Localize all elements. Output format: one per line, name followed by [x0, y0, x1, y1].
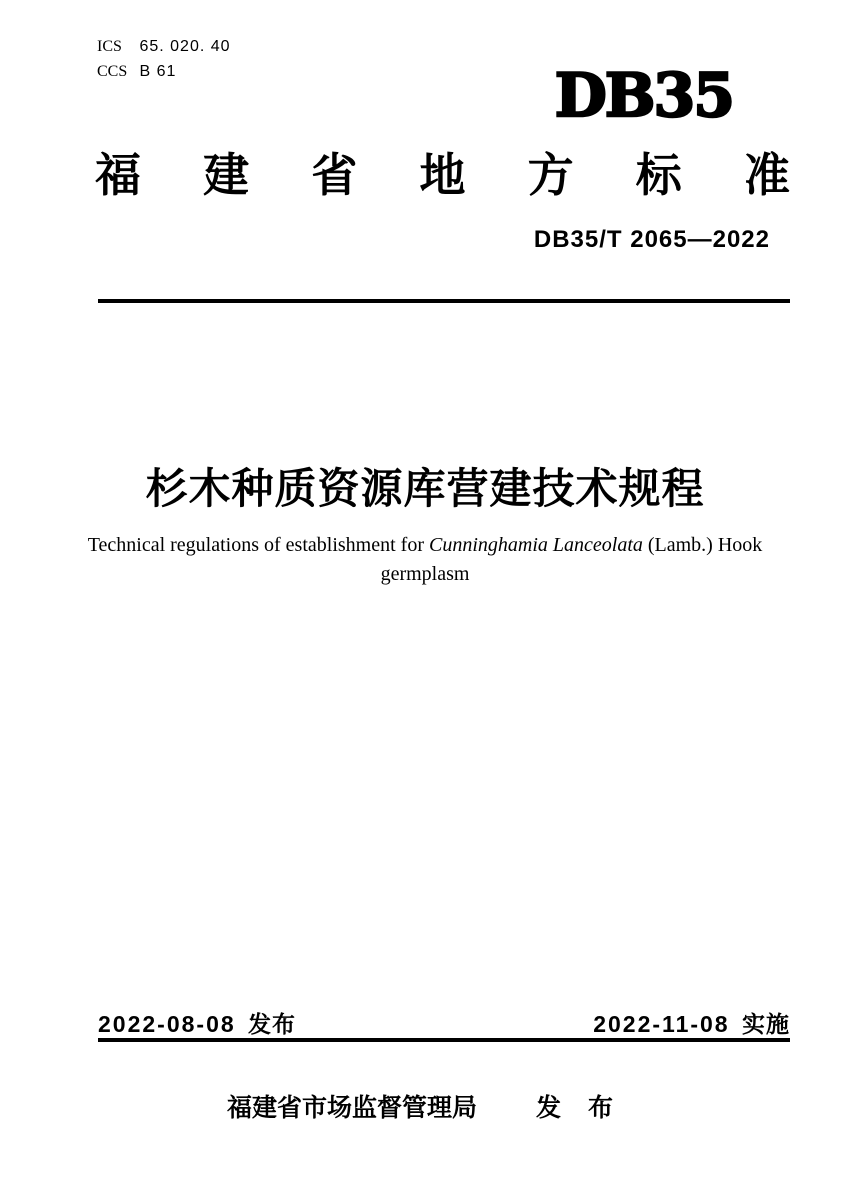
title-en-suffix: (Lamb.) Hook	[642, 534, 763, 556]
publisher-line	[0, 1088, 850, 1124]
implementation-date-label: 实施	[742, 1011, 790, 1037]
header-rule	[98, 299, 790, 303]
standard-number: DB35/T 2065—2022	[533, 226, 770, 253]
standard-type-title	[95, 150, 790, 201]
issue-date-label: 发布	[248, 1011, 297, 1037]
standard-type-char: 福	[95, 149, 141, 201]
document-title-en-line2: germplasm	[380, 563, 470, 585]
standard-type-char: 方	[527, 149, 574, 201]
ics-label: ICS	[97, 38, 122, 55]
ics-code-row	[97, 34, 231, 59]
issue-date	[98, 1006, 296, 1039]
standard-type-char: 地	[419, 149, 466, 201]
document-title-zh: 杉木种质资源库营建技术规程	[145, 465, 705, 512]
publisher-name: 福建省市场监督管理局	[227, 1094, 478, 1122]
issue-date-value: 2022-08-08	[98, 1011, 236, 1037]
standard-type-char: 建	[203, 149, 250, 201]
document-title-en	[0, 531, 850, 589]
title-en-species-italic: Cunninghamia Lanceolata	[428, 534, 643, 556]
dates-row	[98, 1006, 790, 1039]
ccs-value: B 61	[139, 63, 177, 80]
publish-label: 发 布	[536, 1094, 623, 1122]
standard-type-char: 标	[635, 149, 682, 201]
classification-codes	[97, 34, 231, 84]
standard-type-char: 准	[743, 149, 790, 201]
title-en-prefix: Technical regulations of establishment for	[87, 534, 429, 556]
ccs-label: CCS	[97, 63, 128, 80]
implementation-date	[593, 1006, 790, 1039]
document-title-en-line1	[0, 531, 850, 560]
footer-rule	[98, 1038, 790, 1042]
db35-logo: DB35	[554, 61, 733, 131]
ics-value: 65. 020. 40	[139, 38, 231, 55]
implementation-date-value: 2022-11-08	[593, 1011, 730, 1037]
standard-type-char: 省	[311, 149, 358, 201]
ccs-code-row	[97, 59, 231, 84]
